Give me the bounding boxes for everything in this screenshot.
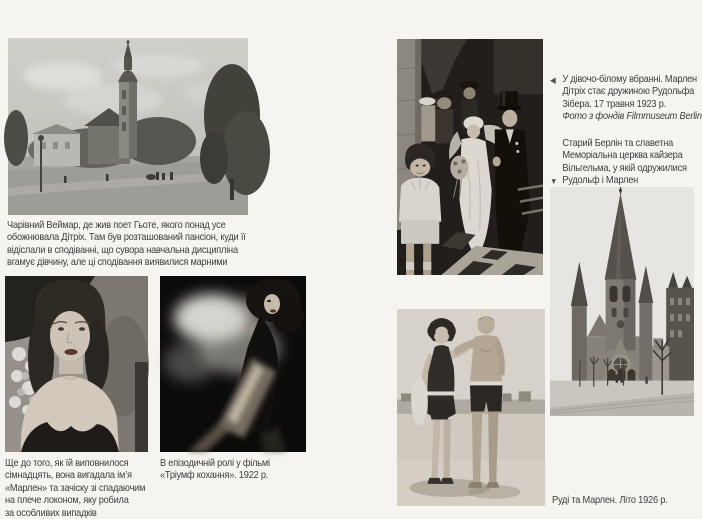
caption-line: Руді та Марлен. Літо 1926 р. bbox=[552, 494, 668, 506]
church-photo-graphic bbox=[550, 187, 694, 416]
caption-line: В епізодичній ролі у фільмі bbox=[160, 457, 270, 469]
caption-line: Дітріх стає дружиною Рудольфа bbox=[562, 85, 695, 98]
caption-line: відіслали в сподіванні, що сувора навчальна дисципліна bbox=[7, 243, 238, 256]
caption-line bbox=[550, 174, 687, 186]
wedding-photo-graphic bbox=[397, 39, 543, 275]
caption-line: Старий Берлін та славетна bbox=[562, 137, 674, 149]
caption-line: Меморіальна церква кайзера bbox=[562, 149, 683, 162]
caption-text: У дівочо-білому вбранні. Марлен bbox=[562, 73, 697, 85]
caption-line: Чарівний Веймар, де жив поет Гьоте, якого понад усе bbox=[7, 219, 226, 231]
caption-line: Зібера. 17 травня 1923 р. bbox=[562, 97, 666, 110]
caption-text: Рудольф і Марлен bbox=[562, 174, 638, 187]
photo-ref-left-icon: ◀ bbox=[550, 75, 556, 85]
caption-line: Вільгельма, у якій одружилися bbox=[562, 161, 687, 174]
photo-ref-down-icon: ▼ bbox=[550, 176, 558, 187]
caption-line: Ще до того, як їй виповнилося bbox=[5, 457, 129, 469]
photo-credit: Фото з фондів Filmmuseum Berlin bbox=[562, 110, 702, 123]
caption-line: обожнювала Дітріх. Там був розташований пансіон, куди її bbox=[7, 231, 246, 244]
wedding-caption bbox=[550, 73, 702, 123]
weimar-caption bbox=[7, 219, 246, 269]
caption-line: «Тріумф кохання». 1922 р. bbox=[160, 469, 269, 482]
film-caption bbox=[160, 457, 270, 482]
portrait-caption bbox=[5, 457, 145, 519]
beach-caption bbox=[552, 494, 667, 506]
weimar-photo-graphic bbox=[8, 38, 248, 215]
church-photo bbox=[550, 187, 694, 416]
caption-line: сімнадцять, вона вигадала ім’я bbox=[5, 469, 132, 482]
beach-photo-graphic bbox=[397, 309, 545, 506]
caption-line: «Марлен» та зачіску зі спадаючим bbox=[5, 481, 146, 494]
caption-line: за особливих випадків bbox=[5, 506, 97, 519]
caption-line: вгамує дівчину, але ці сподівання виявилися марними bbox=[7, 256, 228, 269]
young-marlene-portrait-photo bbox=[5, 276, 148, 452]
portrait-photo-graphic bbox=[5, 276, 148, 452]
caption-line: на плече локоном, яку робила bbox=[5, 494, 129, 507]
film-role-photo bbox=[160, 276, 306, 452]
church-caption bbox=[550, 137, 687, 187]
caption-line bbox=[550, 73, 702, 85]
weimar-photo bbox=[8, 38, 248, 215]
beach-photo bbox=[397, 309, 545, 506]
film-photo-graphic bbox=[160, 276, 306, 452]
wedding-photo bbox=[397, 39, 543, 275]
